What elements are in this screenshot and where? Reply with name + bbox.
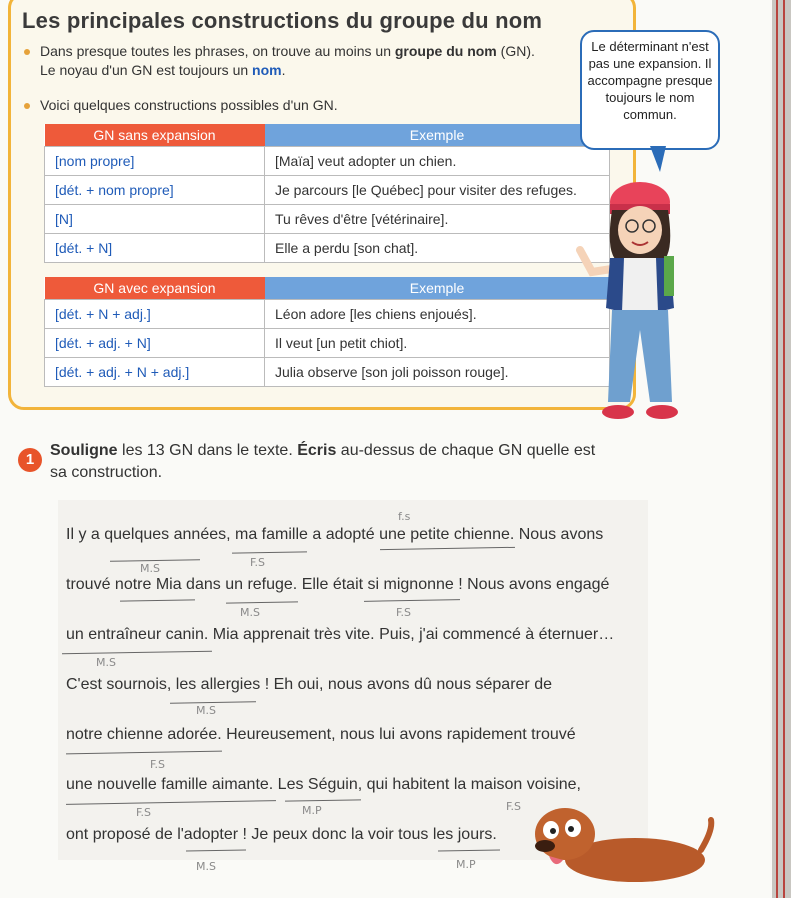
construction-cell: [dét. + nom propre] <box>45 176 265 205</box>
bold-term-groupe-du-nom: groupe du nom <box>394 43 497 59</box>
handwritten-note: F.S <box>250 556 266 569</box>
bullet-text: Le noyau d'un GN est toujours un <box>40 62 253 78</box>
bullet-text: Dans presque toutes les phrases, on trouve au moins un <box>40 43 395 59</box>
table-row <box>45 300 610 329</box>
speech-bubble-tail <box>650 146 666 172</box>
table-header-exemple: Exemple <box>265 277 610 300</box>
handwritten-note: M.S <box>140 562 160 575</box>
page-edge-line <box>783 0 785 898</box>
example-cell: Julia observe [son joli poisson rouge]. <box>265 358 610 387</box>
example-cell: Léon adore [les chiens enjoués]. <box>265 300 610 329</box>
instruction-text: les 13 GN dans le texte. <box>117 442 298 459</box>
bullet-gn-definition <box>24 42 584 80</box>
handwritten-note: F.S <box>396 606 412 619</box>
exercise-number: 1 <box>18 448 42 472</box>
table-row <box>45 329 610 358</box>
construction-cell: [nom propre] <box>45 147 265 176</box>
page-edge-line <box>776 0 778 898</box>
table-header-exemple: Exemple <box>265 124 610 147</box>
table-header-construction: GN sans expansion <box>45 124 265 147</box>
table-row <box>45 205 610 234</box>
bullet-constructions <box>24 96 338 115</box>
handwritten-note: M.P <box>456 858 476 871</box>
example-cell: Tu rêves d'être [vétérinaire]. <box>265 205 610 234</box>
passage-line: trouvé notre Mia dans un refuge. Elle était si mignonne ! Nous avons engagé <box>66 576 610 593</box>
dog-illustration <box>515 800 715 896</box>
construction-cell: [dét. + adj. + N] <box>45 329 265 358</box>
passage-line: un entraîneur canin. Mia apprenait très vite. Puis, j'ai commencé à éternuer… <box>66 626 615 643</box>
girl-illustration <box>560 180 720 430</box>
handwritten-note: F.S <box>506 800 522 813</box>
handwritten-note: M.S <box>240 606 260 619</box>
instruction-text: au-dessus de chaque GN quelle est sa construction. <box>50 442 596 481</box>
handwritten-note: M.S <box>196 704 216 717</box>
passage-line: Il y a quelques années, ma famille a adopté une petite chienne. Nous avons <box>66 526 604 543</box>
speech-bubble: Le déterminant n'est pas une expansion. Il accompagne presque toujours le nom commun. <box>580 30 720 150</box>
table-gn-avec-expansion <box>44 277 610 387</box>
bullet-dot <box>24 49 30 55</box>
table-row <box>45 234 610 263</box>
table-row <box>45 358 610 387</box>
handwritten-note: M.S <box>96 656 116 669</box>
construction-cell: [dét. + N + adj.] <box>45 300 265 329</box>
example-cell: [Maïa] veut adopter un chien. <box>265 147 610 176</box>
example-cell: Il veut [un petit chiot]. <box>265 329 610 358</box>
passage-line: C'est sournois, les allergies ! Eh oui, nous avons dû nous séparer de <box>66 676 552 693</box>
construction-cell: [dét. + adj. + N + adj.] <box>45 358 265 387</box>
passage-line: ont proposé de l'adopter ! Je peux donc la voir tous les jours. <box>66 826 497 843</box>
bullet-dot <box>24 103 30 109</box>
table-row <box>45 176 610 205</box>
handwritten-note: f.s <box>398 510 411 523</box>
page-edge <box>772 0 791 898</box>
instruction-verb-souligne: Souligne <box>50 442 118 459</box>
exercise-instructions <box>50 440 610 484</box>
construction-cell: [dét. + N] <box>45 234 265 263</box>
construction-cell: [N] <box>45 205 265 234</box>
instruction-verb-ecris: Écris <box>297 442 337 459</box>
bullet-text: . <box>281 62 286 78</box>
table-header-construction: GN avec expansion <box>45 277 265 300</box>
passage-line: une nouvelle famille aimante. Les Séguin, qui habitent la maison voisine, <box>66 776 581 793</box>
example-cell: Elle a perdu [son chat]. <box>265 234 610 263</box>
table-row <box>45 147 610 176</box>
handwritten-note: F.S <box>136 806 152 819</box>
handwritten-note: M.P <box>302 804 322 817</box>
bullet-text: Voici quelques constructions possibles d'un GN. <box>40 97 338 113</box>
handwritten-note: M.S <box>196 860 216 873</box>
handwritten-note: F.S <box>150 758 166 771</box>
page-title: Les principales constructions du groupe du nom <box>22 8 543 33</box>
passage-line: notre chienne adorée. Heureusement, nous lui avons rapidement trouvé <box>66 726 576 743</box>
bold-term-nom: nom <box>252 62 282 78</box>
example-cell: Je parcours [le Québec] pour visiter des refuges. <box>265 176 610 205</box>
bullet-text: (GN). <box>496 43 535 59</box>
table-gn-sans-expansion <box>44 124 610 263</box>
